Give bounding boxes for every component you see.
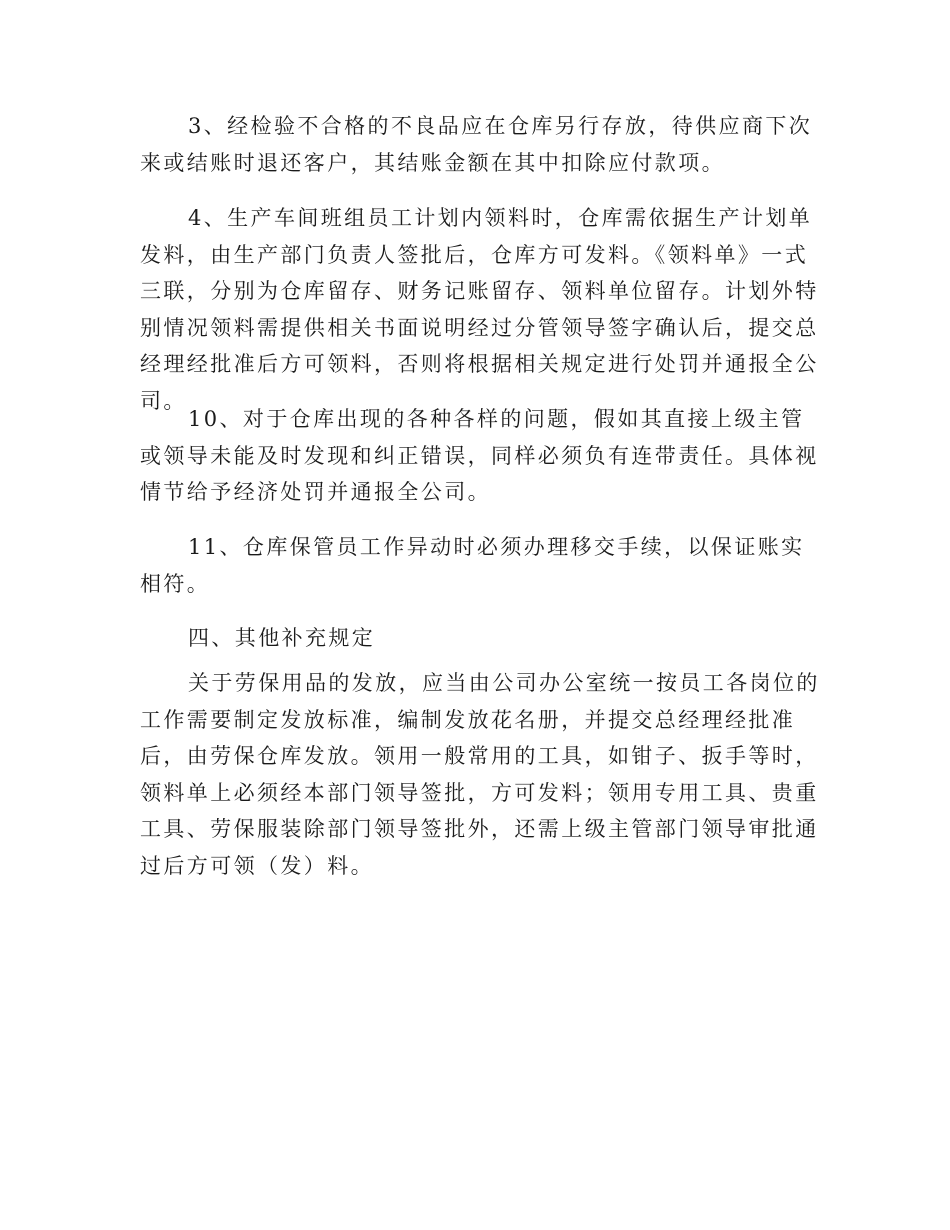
paragraph-labor-protection-supplies: 关于劳保用品的发放，应当由公司办公室统一按员工各岗位的工作需要制定发放标准，编制发放花名册，并提交总经理经批准后，由劳保仓库发放。领用一般常用的工具，如钳子、扳手等时，领料单上必须经本部门领导签批，方可发料；领用专用工具、贵重工具、劳保服装除部门领导签批外，还需上级主管部门领导审批通过后方可领（发）料。: [140, 671, 820, 878]
section-heading-supplementary-rules: 四、其他补充规定: [188, 626, 376, 650]
paragraph-material-requisition: 4、生产车间班组员工计划内领料时，仓库需依据生产计划单发料，由生产部门负责人签批后，仓库方可发料。《领料单》一式三联，分别为仓库留存、财务记账留存、领料单位留存。计划外特别情况领料需提供相关书面说明经过分管领导签字确认后，提交总经理经批准后方可领料，否则将根据相关规定进行处罚并通报全公司。: [140, 206, 819, 413]
paragraph-handover-procedure: 11、仓库保管员工作异动时必须办理移交手续，以保证账实相符。: [140, 535, 805, 596]
paragraph-defective-goods: 3、经检验不合格的不良品应在仓库另行存放，待供应商下次来或结账时退还客户，其结账金额在其中扣除应付款项。: [140, 114, 813, 175]
paragraph-supervisor-liability: 10、对于仓库出现的各种各样的问题，假如其直接上级主管或领导未能及时发现和纠正错误，同样必须负有连带责任。具体视情节给予经济处罚并通报全公司。: [140, 407, 819, 504]
